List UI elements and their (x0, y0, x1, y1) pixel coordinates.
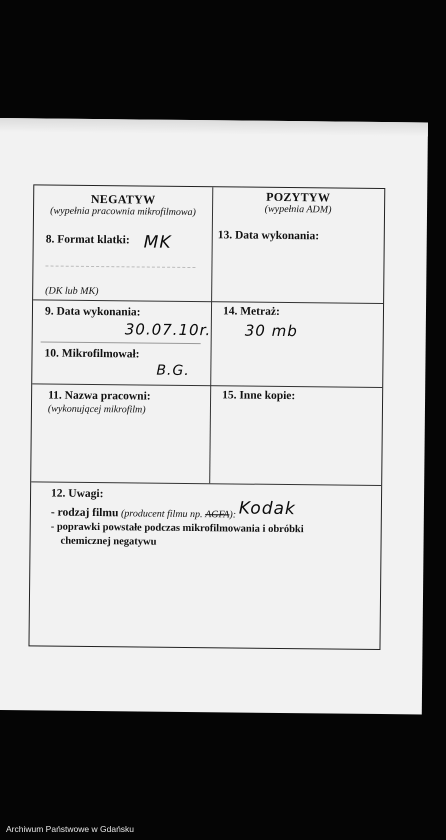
row-divider (31, 481, 381, 486)
format-klatki-line (45, 265, 195, 268)
inne-kopie-label: 15. Inne kopie: (222, 389, 296, 403)
pozytyw-subtitle: (wypełnia ADM) (264, 203, 332, 216)
rodzaj-filmu-hint: (producent filmu np. (120, 508, 203, 521)
poprawki-line-2: chemicznej negatywu (60, 535, 157, 548)
row-divider (32, 383, 382, 388)
microfilm-record-card (0, 118, 428, 714)
poprawki-line-1: - poprawki powstałe podczas mikrofilmowania i obróbki (50, 521, 304, 536)
record-form (28, 184, 385, 650)
nazwa-pracowni-label: 11. Nazwa pracowni: (48, 389, 151, 403)
field-underline (41, 341, 201, 344)
format-klatki-value: MK (143, 232, 172, 253)
rodzaj-filmu-value: Kodak (238, 498, 296, 520)
pozytyw-header: POZYTYW (266, 189, 331, 205)
archive-footer: Archiwum Państwowe w Gdańsku (6, 824, 135, 834)
negatyw-header: NEGATYW (90, 191, 156, 207)
uwagi-label: 12. Uwagi: (51, 487, 104, 501)
data-wykonania-label: 9. Data wykonania: (44, 305, 141, 319)
nazwa-pracowni-hint: (wykonującej mikrofilm) (47, 403, 146, 416)
metraz-label: 14. Metraż: (222, 305, 280, 318)
format-klatki-hint: (DK lub MK) (45, 285, 99, 298)
rodzaj-filmu-prefix: - rodzaj filmu (50, 506, 119, 520)
metraz-value: 30 mb (244, 321, 298, 341)
rodzaj-filmu-line (50, 498, 296, 524)
mikrofilmowal-label: 10. Mikrofilmował: (44, 347, 140, 361)
negatyw-subtitle: (wypełnia pracownia mikrofilmowa) (50, 205, 196, 219)
mikrofilmowal-value: B.G. (156, 362, 190, 380)
data-wykonania-value: 30.07.10r. (124, 320, 212, 340)
format-klatki-label: 8. Format klatki: (45, 233, 130, 247)
data-wykonania-pozytyw-label: 13. Data wykonania: (217, 229, 320, 243)
rodzaj-filmu-suffix: ): (229, 509, 237, 521)
row-divider (33, 299, 383, 304)
rodzaj-filmu-struck: AGFA (205, 509, 230, 521)
